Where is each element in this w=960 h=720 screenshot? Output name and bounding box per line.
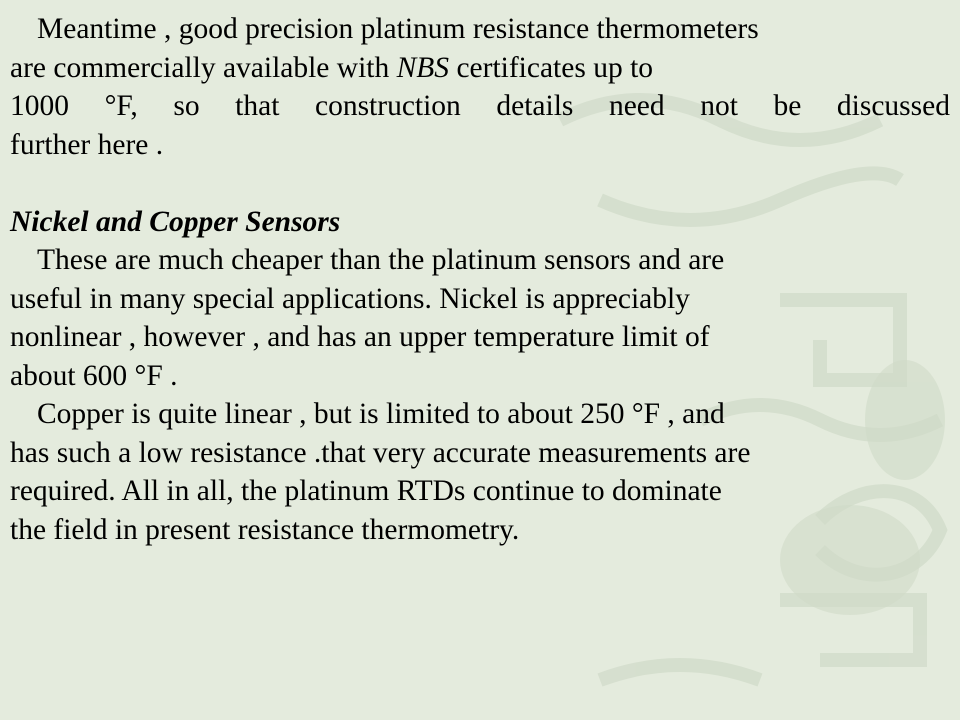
paragraph-2-line-4: about 600 °F .: [10, 359, 178, 392]
paragraph-3-line-1: Copper is quite linear , but is limited to about 250 °F , and: [37, 398, 725, 430]
slide-text: [10, 10, 950, 549]
paragraph-1-line-2: [10, 49, 950, 88]
paragraph-1-line-4: further here .: [10, 128, 164, 161]
paragraph-2-line-3: nonlinear , however , and has an upper temperature limit of: [10, 321, 710, 353]
paragraph-3-line-2: has such a low resistance .that very accurate measurements are: [10, 436, 751, 469]
paragraph-1-line-2-post: certificates up to: [449, 51, 654, 84]
section-heading: Nickel and Copper Sensors: [10, 205, 341, 238]
paragraph-2-line-2: useful in many special applications. Nickel is appreciably: [10, 282, 690, 315]
paragraph-2-line-1: These are much cheaper than the platinum sensors and are: [37, 244, 725, 276]
paragraph-3-line-4: the field in present resistance thermometry.: [10, 513, 520, 546]
paragraph-1-line-2-pre: are commercially available with: [10, 51, 397, 84]
nbs-abbreviation: NBS: [396, 51, 450, 84]
paragraph-1-line-3: 1000 °F, so that construction details need not be discussed: [10, 90, 950, 122]
paragraph-1-line-1: Meantime , good precision platinum resistance thermometers: [37, 13, 759, 45]
paragraph-3-line-3: required. All in all, the platinum RTDs continue to dominate: [10, 475, 722, 507]
paragraph-gap: [10, 164, 950, 203]
